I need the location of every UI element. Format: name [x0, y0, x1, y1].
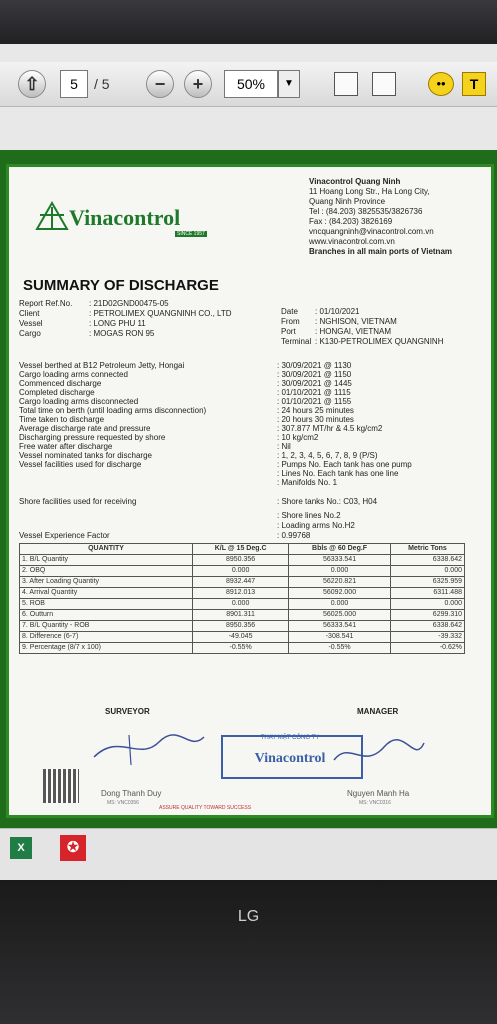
table-cell: 2. OBQ — [20, 566, 193, 577]
table-cell: 8950.356 — [193, 555, 289, 566]
table-cell: 8912.013 — [193, 588, 289, 599]
event-value: : 01/10/2021 @ 1115 — [277, 388, 351, 397]
page-number-input[interactable]: 5 — [60, 70, 88, 98]
table-cell: -308.541 — [289, 632, 391, 643]
pdf-app-icon[interactable]: ✪ — [60, 835, 86, 861]
table-cell: 56092.000 — [289, 588, 391, 599]
surveyor-signature-icon — [89, 727, 209, 767]
event-label: Vessel berthed at B12 Petroleum Jetty, Hongai — [19, 361, 185, 370]
table-row — [20, 632, 465, 643]
surveyor-code: MS: VNC0356 — [107, 800, 139, 806]
field-value: : NGHISON, VIETNAM — [315, 317, 397, 326]
field-label: Terminal — [281, 337, 312, 346]
table-cell: 9. Percentage (8/7 x 100) — [20, 643, 193, 654]
logo-wordmark: Vinacontrol — [69, 205, 181, 230]
monitor-brand: LG — [237, 908, 260, 925]
manager-signature-icon — [329, 735, 429, 775]
event-value: : 1, 2, 3, 4, 5, 6, 7, 8, 9 (P/S) — [277, 451, 378, 460]
table-cell: 6. Outturn — [20, 610, 193, 621]
pdf-toolbar — [0, 62, 497, 107]
monitor-bottom-bezel — [0, 880, 497, 1024]
table-cell: 6338.642 — [390, 621, 464, 632]
stamp-wordmark: Vinacontrol — [254, 751, 326, 766]
speech-bubble-icon: •• — [436, 76, 446, 91]
event-label: Completed discharge — [19, 388, 95, 397]
table-cell: 5. ROB — [20, 599, 193, 610]
event-label: Time taken to discharge — [19, 415, 105, 424]
manager-code: MS: VNC0316 — [359, 800, 391, 806]
table-cell: 0.000 — [193, 566, 289, 577]
fit-page-button[interactable] — [334, 72, 358, 96]
table-cell: 0.000 — [390, 566, 464, 577]
table-cell: 6311.488 — [390, 588, 464, 599]
event-label: Commenced discharge — [19, 379, 102, 388]
table-cell: 0.000 — [289, 599, 391, 610]
shore-label: Shore facilities used for receiving — [19, 497, 137, 506]
excel-app-icon[interactable]: X — [10, 837, 32, 859]
table-header-row — [20, 544, 465, 555]
shore-value: : Loading arms No.H2 — [277, 521, 355, 530]
table-cell: -0.62% — [390, 643, 464, 654]
event-value: : 30/09/2021 @ 1150 — [277, 370, 352, 379]
chevron-down-icon: ▼ — [284, 78, 294, 89]
surveyor-heading: SURVEYOR — [105, 707, 150, 716]
website: www.vinacontrol.com.vn — [309, 237, 395, 246]
stamp-caption: THAY MẶT CÔNG TY — [260, 735, 320, 741]
field-value: : 21D02GND00475-05 — [89, 299, 169, 308]
fax: Fax : (84.203) 3826169 — [309, 217, 393, 226]
column-header: QUANTITY — [20, 544, 193, 555]
field-value: : PETROLIMEX QUANGNINH CO., LTD — [89, 309, 232, 318]
manager-heading: MANAGER — [357, 707, 399, 716]
monitor-top-bezel — [0, 0, 497, 50]
fit-width-button[interactable] — [372, 72, 396, 96]
field-label: From — [281, 317, 300, 326]
event-value: : 30/09/2021 @ 1445 — [277, 379, 352, 388]
table-cell: 8950.356 — [193, 621, 289, 632]
table-cell: 6325.959 — [390, 577, 464, 588]
facility-line: : Lines No. Each tank has one line — [277, 469, 399, 478]
field-value: : 01/10/2021 — [315, 307, 360, 316]
field-value: : MOGAS RON 95 — [89, 329, 155, 338]
document-page — [6, 164, 494, 818]
shore-value: : Shore lines No.2 — [277, 511, 341, 520]
zoom-dropdown-button[interactable] — [278, 70, 300, 98]
minus-icon: − — [154, 74, 166, 94]
table-row — [20, 555, 465, 566]
table-cell: -49.045 — [193, 632, 289, 643]
scale-logo-icon — [35, 201, 69, 231]
event-value: : 01/10/2021 @ 1155 — [277, 397, 352, 406]
table-cell: 8932.447 — [193, 577, 289, 588]
report-title: SUMMARY OF DISCHARGE — [23, 277, 219, 294]
table-cell: 6338.642 — [390, 555, 464, 566]
vef-value: : 0.99768 — [277, 531, 311, 540]
event-value: : Pumps No. Each tank has one pump — [277, 460, 412, 469]
table-cell: 56025.000 — [289, 610, 391, 621]
table-cell: 56333.541 — [289, 621, 391, 632]
field-label: Port — [281, 327, 296, 336]
arrow-up-icon: ⇧ — [24, 74, 40, 94]
comment-button[interactable] — [428, 72, 454, 96]
table-cell: -0.55% — [193, 643, 289, 654]
table-cell: 7. B/L Quantity - ROB — [20, 621, 193, 632]
table-cell: -39.332 — [390, 632, 464, 643]
page-total-label: / 5 — [94, 76, 110, 92]
table-cell: 56220.821 — [289, 577, 391, 588]
event-label: Vessel facilities used for discharge — [19, 460, 142, 469]
quantity-table — [19, 543, 465, 654]
table-row — [20, 610, 465, 621]
document-viewport[interactable] — [0, 150, 497, 830]
event-label: Cargo loading arms connected — [19, 370, 128, 379]
event-value: : 307.877 MT/hr & 4.5 kg/cm2 — [277, 424, 383, 433]
table-cell: 8. Difference (6-7) — [20, 632, 193, 643]
address-line-1: 11 Hoang Long Str., Ha Long City, — [309, 187, 430, 196]
table-cell: 0.000 — [390, 599, 464, 610]
table-row — [20, 566, 465, 577]
company-motto: ASSURE QUALITY TOWARD SUCCESS — [159, 805, 252, 811]
event-label: Cargo loading arms disconnected — [19, 397, 139, 406]
surveyor-name: Dong Thanh Duy — [101, 789, 162, 798]
text-tool-button[interactable] — [462, 72, 486, 96]
facility-line: : Manifolds No. 1 — [277, 478, 338, 487]
field-label: Date — [281, 307, 298, 316]
zoom-level-field[interactable]: 50% — [224, 70, 278, 98]
email: vncquangninh@vinacontrol.com.vn — [309, 227, 434, 236]
event-value: : 30/09/2021 @ 1130 — [277, 361, 352, 370]
event-label: Average discharge rate and pressure — [19, 424, 151, 433]
event-value: : Nil — [277, 442, 291, 451]
table-cell: 3. After Loading Quantity — [20, 577, 193, 588]
column-header: Bbls @ 60 Deg.F — [289, 544, 391, 555]
field-value: : LONG PHU 11 — [89, 319, 146, 328]
text-highlight-icon: T — [469, 76, 479, 92]
table-cell: 0.000 — [193, 599, 289, 610]
table-cell: 4. Arrival Quantity — [20, 588, 193, 599]
field-label: Client — [19, 309, 40, 318]
event-value: : 24 hours 25 minutes — [277, 406, 354, 415]
event-label: Vessel nominated tanks for discharge — [19, 451, 152, 460]
table-row — [20, 621, 465, 632]
vef-label: Vessel Experience Factor — [19, 531, 110, 540]
zoom-out-button[interactable] — [146, 70, 174, 98]
table-row — [20, 599, 465, 610]
field-label: Report Ref.No. — [19, 299, 73, 308]
event-label: Free water after discharge — [19, 442, 113, 451]
field-value: : K130-PETROLIMEX QUANGNINH — [315, 337, 444, 346]
shore-value: : Shore tanks No.: C03, H04 — [277, 497, 378, 506]
field-label: Cargo — [19, 329, 41, 338]
field-label: Vessel — [19, 319, 43, 328]
table-cell: 1. B/L Quantity — [20, 555, 193, 566]
table-row — [20, 577, 465, 588]
table-cell: 0.000 — [289, 566, 391, 577]
logo-since: SINCE 1957 — [177, 231, 205, 237]
telephone: Tel : (84.203) 3825535/3826736 — [309, 207, 423, 216]
plus-icon: + — [192, 74, 204, 94]
table-cell: -0.55% — [289, 643, 391, 654]
event-label: Discharging pressure requested by shore — [19, 433, 166, 442]
qr-code-icon — [43, 769, 79, 803]
table-cell: 6299.310 — [390, 610, 464, 621]
table-cell: 8901.311 — [193, 610, 289, 621]
branch-name: Vinacontrol Quang Ninh — [309, 177, 401, 186]
manager-name: Nguyen Manh Ha — [347, 789, 410, 798]
previous-page-button[interactable] — [18, 70, 46, 98]
branches-note: Branches in all main ports of Vietnam — [309, 247, 452, 256]
event-value: : 10 kg/cm2 — [277, 433, 319, 442]
address-line-2: Quang Ninh Province — [309, 197, 386, 206]
event-label: Total time on berth (until loading arms disconnection) — [19, 406, 207, 415]
event-value: : 20 hours 30 minutes — [277, 415, 354, 424]
table-cell: 56333.541 — [289, 555, 391, 566]
column-header: K/L @ 15 Deg.C — [193, 544, 289, 555]
table-row — [20, 588, 465, 599]
table-row — [20, 643, 465, 654]
column-header: Metric Tons — [390, 544, 464, 555]
field-value: : HONGAI, VIETNAM — [315, 327, 392, 336]
zoom-in-button[interactable] — [184, 70, 212, 98]
